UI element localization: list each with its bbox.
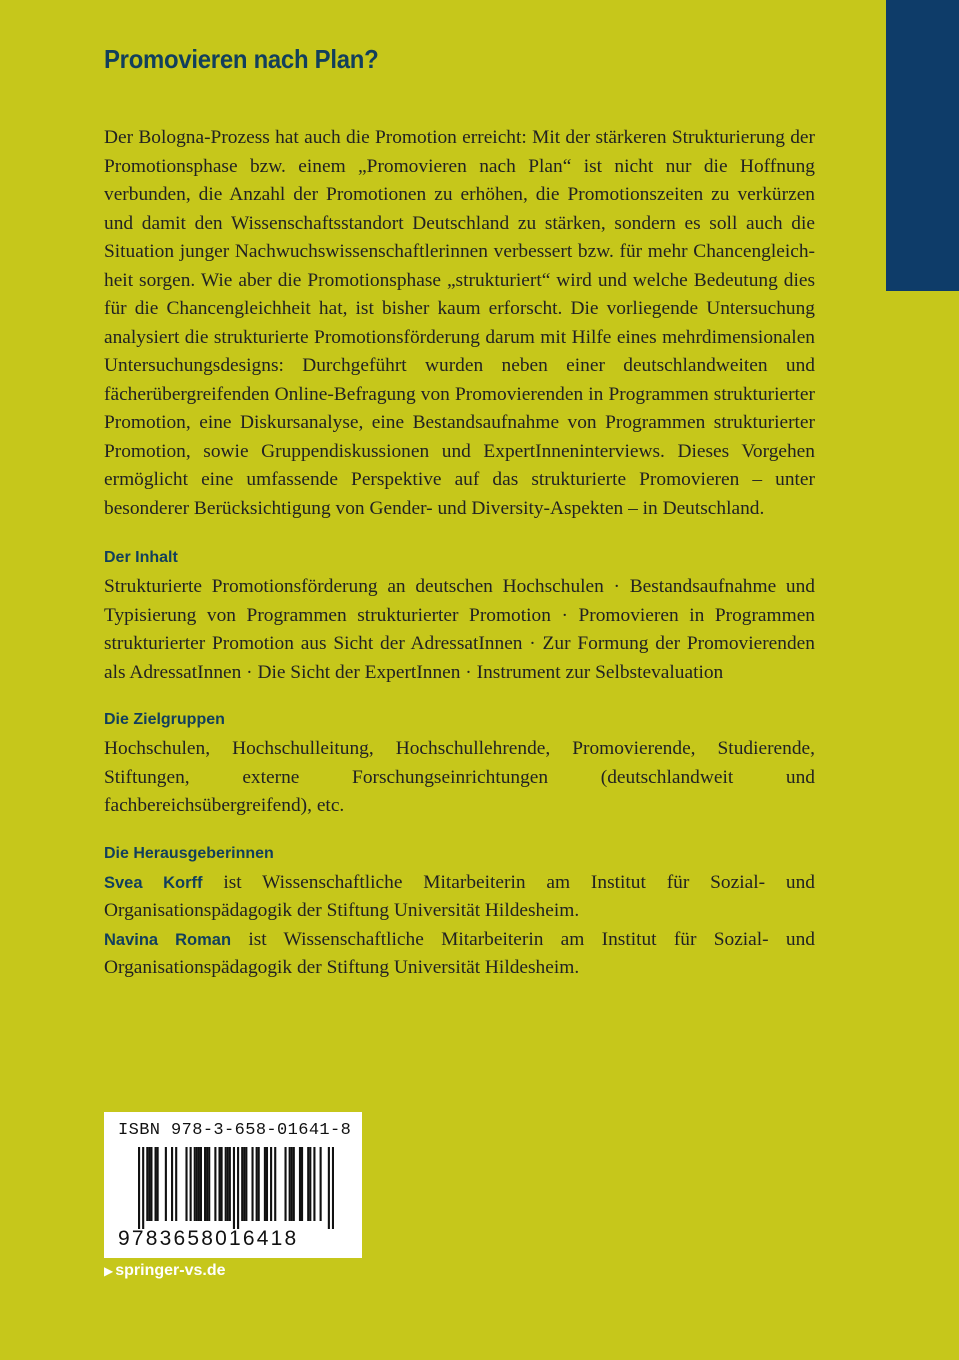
barcode-bar [293, 1147, 295, 1221]
barcode-bar [309, 1147, 311, 1221]
barcode-bar [241, 1147, 243, 1221]
barcode-bar [227, 1147, 229, 1221]
barcode-bar [225, 1147, 227, 1221]
barcode-bar [301, 1147, 303, 1221]
editor-2-name: Navina Roman [104, 930, 232, 949]
barcode-bar [251, 1147, 253, 1221]
editor-1 [104, 869, 815, 926]
isbn-barcode [104, 1112, 362, 1258]
book-title: Promovieren nach Plan? [104, 44, 379, 74]
barcode-bar [148, 1147, 150, 1221]
barcode-bars [138, 1147, 334, 1229]
isbn-number: ISBN 978-3-658-01641-8 [118, 1121, 352, 1140]
barcode-bar [146, 1147, 148, 1221]
barcode-bar [245, 1147, 247, 1221]
barcode-bar [256, 1147, 258, 1221]
section-inhalt [104, 547, 815, 687]
section-zielgruppen [104, 709, 815, 821]
barcode-bar [157, 1147, 159, 1221]
barcode-bar [185, 1147, 187, 1221]
barcode-bar [214, 1147, 216, 1221]
barcode-bar [138, 1147, 140, 1229]
barcode-bar [328, 1147, 330, 1229]
publisher-url [104, 1262, 226, 1280]
ean-digits: 9783658016418 [118, 1227, 299, 1250]
inhalt-heading: Der Inhalt [104, 549, 178, 566]
barcode-bar [204, 1147, 206, 1221]
editor-1-name: Svea Korff [104, 873, 203, 892]
editor-2-bio: ist Wissenschaftliche Mitarbeiterin am Institut für Sozial- und Organisationspädagogik der Stiftung Universität Hildesheim. [104, 928, 815, 978]
publisher-url-text: springer-vs.de [115, 1262, 226, 1279]
barcode-bar [243, 1147, 245, 1221]
editor-1-bio: ist Wissenschaftliche Mitarbeiterin am Institut für Sozial- und Organisationspädagogik der Stiftung Universität Hildesheim. [104, 871, 815, 921]
barcode-bar [221, 1147, 223, 1221]
play-arrow-icon: ▶ [104, 1264, 114, 1278]
barcode-bar [194, 1147, 196, 1221]
barcode-bar [198, 1147, 200, 1221]
barcode-bar [142, 1147, 144, 1229]
barcode-bar [274, 1147, 276, 1221]
barcode-bar [165, 1147, 167, 1221]
barcode-bar [237, 1147, 239, 1229]
barcode-bar [206, 1147, 208, 1221]
barcode-bar [291, 1147, 293, 1221]
barcode-bar [233, 1147, 235, 1229]
barcode-bar [332, 1147, 334, 1229]
barcode-bar [155, 1147, 157, 1221]
zielgruppen-text: Hochschulen, Hochschulleitung, Hochschullehrende, Promovierende, Studierende, Stiftungen, externe Forschungseinrichtungen (deutschlandweit und fachbereichsübergreifend), etc. [104, 738, 815, 816]
barcode-bar [270, 1147, 272, 1221]
blurb-content [104, 124, 815, 983]
barcode-bar [307, 1147, 309, 1221]
barcode-bar [320, 1147, 322, 1221]
barcode-bar [284, 1147, 286, 1221]
barcode-bar [264, 1147, 266, 1221]
zielgruppen-heading: Die Zielgruppen [104, 711, 225, 728]
barcode-bar [190, 1147, 192, 1221]
barcode-bar [313, 1147, 315, 1221]
barcode-bar [200, 1147, 202, 1221]
editor-2 [104, 926, 815, 983]
barcode-bar [229, 1147, 231, 1221]
barcode-bar [171, 1147, 173, 1221]
barcode-bar [196, 1147, 198, 1221]
barcode-bar [289, 1147, 291, 1221]
barcode-bar [175, 1147, 177, 1221]
herausgeberinnen-heading: Die Herausgeberinnen [104, 844, 274, 862]
barcode-bar [150, 1147, 152, 1221]
section-herausgeberinnen [104, 843, 815, 983]
barcode-bar [299, 1147, 301, 1221]
intro-paragraph: Der Bologna-Prozess hat auch die Promotion erreicht: Mit der stärkeren Strukturierung der Promotionsphase bzw. einem „Promovieren nach Plan“ ist nicht nur die Hoffnung verbunden, die Anzahl der Promotionen zu erhöhen, die Promotionszeiten zu verkürzen und damit den Wissenschaftsstandort Deutschland zu stärken, sondern es soll auch die Situation junger Nachwuchswissenschaftlerinnen verbessert bzw. für mehr Chancengleichheit sorgen. Wie aber die Promotionsphase „strukturiert“ wird und welche Bedeutung dies für die Chancengleichheit hat, ist bisher kaum erforscht. Die vorliegende Untersuchung analysiert die strukturierte Promotionsförderung darum mit Hilfe eines mehrdimensionalen Untersuchungsdesigns: Durchgeführt wurden neben einer deutschlandweiten und fächerübergreifenden Online-Befragung von Promovierenden in Programmen strukturierter Promotion, eine Diskursanalyse, eine Bestandsaufnahme von Programmen strukturierter Promotion, sowie Gruppendiskussionen und ExpertInneninterviews. Dieses Vorgehen ermöglicht eine umfassende Perspektive auf das strukturierte Promovieren – unter besonderer Berücksichtigung von Gender- und Diversity-Aspekten – in Deutschland. [104, 127, 815, 519]
barcode-bar [218, 1147, 220, 1221]
barcode-bar [258, 1147, 260, 1221]
barcode-bar [208, 1147, 210, 1221]
barcode-bar [266, 1147, 268, 1221]
inhalt-text: Strukturierte Promotionsförderung an deutschen Hochschulen · Bestandsaufnahme und Typisierung von Programmen strukturierter Promotion · Promovieren in Programmen strukturierter Promotion aus Sicht der AdressatInnen · Zur Formung der Promovierenden als AdressatInnen · Die Sicht der ExpertInnen · Instrument zur Selbstevaluation [104, 576, 815, 683]
side-color-bar [886, 0, 959, 291]
